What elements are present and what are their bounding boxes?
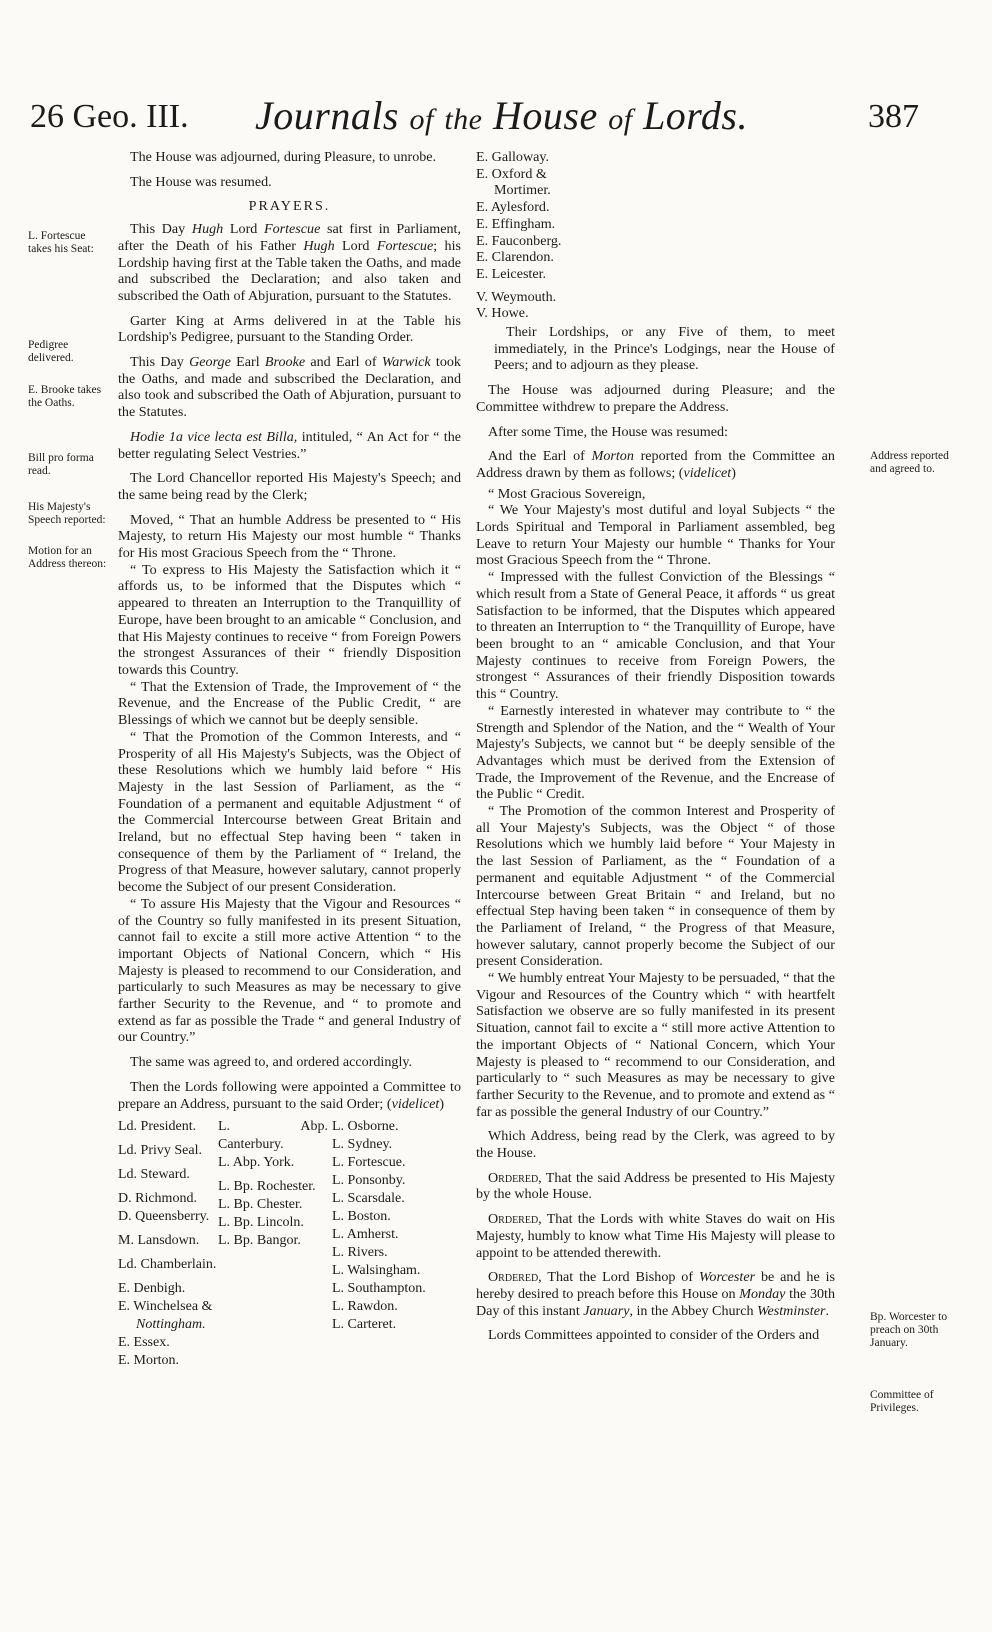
lord-entry: L. Carteret.	[332, 1317, 397, 1333]
which-paragraph: Which Address, being read by the Clerk, was agreed to by the House.	[476, 1128, 835, 1162]
lord-entry: V. Weymouth.	[476, 288, 557, 305]
lord-entry: E. Aylesford.	[476, 199, 550, 216]
lord-entry: Nottingham.	[136, 1317, 206, 1333]
motion-trade: “ That the Extension of Trade, the Improvement of “ the Revenue, and the Encrease of the Public Credit, “ are Blessings of which we cannot but be deeply sensible.	[118, 678, 461, 729]
lord-entry: D. Queensberry.	[118, 1209, 210, 1225]
regnal-year: 26 Geo. III.	[30, 98, 189, 135]
right-column	[476, 149, 835, 1352]
order-bishop: Ordered, That the Lord Bishop of Worcester be and he is hereby desired to preach before this House on Monday the 30th Day of this instant January, in the Abbey Church Westminster.	[476, 1269, 835, 1319]
lord-entry: E. Morton.	[118, 1353, 180, 1369]
margin-note-bishop: Bp. Worcester to preach on 30th January.	[870, 1311, 948, 1349]
address-entreat: “ We humbly entreat Your Majesty to be persuaded, “ that the Vigour and Resources of the Country which “ with heartfelt Satisfaction we observe are so fully manifested in its present Situation, cannot fail to excite a “ still more active Attention to the important Objects of “ National Concern, which Your Majesty is pleased to “ recommend to our Consideration, and particularly to “ such Measures as may be necessary to give farther Security to the Revenue, and to promote and extend as “ far as possible the general Industry of our Country.”	[476, 970, 835, 1120]
lord-entry: L. Amherst.	[332, 1227, 399, 1243]
lord-entry: E. Fauconberg.	[476, 232, 562, 249]
motion-promotion: “ That the Promotion of the Common Interests, and “ Prosperity of all His Majesty's Subjects, was the Object of these Resolutions which we humbly laid before “ His Majesty in the last Session of Parliament, as the “ Foundation of a permanent and equitable Adjustment “ of the Commercial Intercourse between Great Britain and Ireland, but no effectual Step having been “ taken in consequence of them by the Parliament of “ Ireland, the Progress of that Measure, however salutary, cannot properly become the Subject of our present Consideration.	[118, 728, 461, 896]
fortescue-paragraph: This Day Hugh Lord Fortescue sat first in Parliament, after the Death of his Father Hugh Lord Fortescue; his Lordship having first at the Table taken the Oaths, and made and subscribed the Declaration; and also taken and subscribed the Oath of Abjuration, pursuant to the Statutes.	[118, 221, 461, 304]
lords-column-2	[218, 1118, 328, 1250]
lord-entry: L. Walsingham.	[332, 1263, 421, 1279]
bill-paragraph: Hodie 1a vice lecta est Billa, intituled, “ An Act for “ the better regulating Select Vestries.”	[118, 428, 461, 462]
committee-paragraph: Then the Lords following were appointed a Committee to prepare an Address, pursuant to the said Order; (videlicet)	[118, 1078, 461, 1112]
address-trade: “ Earnestly interested in whatever may contribute to “ the Strength and Splendor of the Nation, and the “ Wealth of Your Majesty's Subjects, we cannot but “ be deeply sensible of the Advantages which must be derived from the Extension of Trade, the Improvement of the Revenue, and the Encrease of the Public “ Credit.	[476, 702, 835, 803]
lord-entry: E. Oxford &	[476, 165, 547, 182]
margin-note-motion: Motion for an Address thereon:	[28, 545, 107, 570]
lord-entry: M. Lansdown.	[118, 1233, 200, 1249]
brooke-paragraph: This Day George Earl Brooke and Earl of Warwick took the Oaths, and made and subscribed the Declaration, and also took and subscribed the Oath of Abjuration, pursuant to the Statutes.	[118, 354, 461, 421]
resumed-text: The House was resumed.	[130, 173, 272, 190]
margin-note-privileges: Committee of Privileges.	[870, 1389, 934, 1414]
lord-entry: Ld. Steward.	[118, 1167, 190, 1183]
page-number: 387	[868, 98, 919, 135]
margin-note-bill: Bill pro forma read.	[28, 452, 94, 477]
order-presented: Ordered, That the said Address be presented to His Majesty by the whole House.	[476, 1169, 835, 1203]
lord-entry: L. Osborne.	[332, 1119, 399, 1135]
lord-entry: L. Bp. Chester.	[218, 1197, 303, 1213]
lord-entry: L. Boston.	[332, 1209, 391, 1225]
lord-entry: L. Ponsonby.	[332, 1173, 406, 1189]
lords-column-4	[476, 149, 835, 322]
lord-entry: L. Bp. Bangor.	[218, 1233, 301, 1249]
pedigree-paragraph: Garter King at Arms delivered in at the Table his Lordship's Pedigree, pursuant to the Standing Order.	[118, 312, 461, 346]
lord-entry: L. Scarsdale.	[332, 1191, 405, 1207]
lord-entry: L. Bp. Rochester.	[218, 1179, 316, 1195]
order-white-staves: Ordered, That the Lords with white Staves do wait on His Majesty, humbly to know what Time His Majesty will please to appoint to be attended therewith.	[476, 1211, 835, 1261]
lord-entry: E. Galloway.	[476, 149, 550, 165]
lord-entry: L. Bp. Lincoln.	[218, 1215, 304, 1231]
lord-entry: Ld. President.	[118, 1119, 197, 1135]
reported-paragraph: And the Earl of Morton reported from the Committee an Address drawn by them as follows; (videlicet)	[476, 448, 835, 481]
after-paragraph: After some Time, the House was resumed:	[488, 423, 728, 440]
address-thanks: “ We Your Majesty's most dutiful and loyal Subjects “ the Lords Spiritual and Temporal in Parliament assembled, beg Leave to return Your Majesty our humble “ Thanks for Your most Gracious Speech from the “ Throne.	[476, 502, 835, 569]
motion-paragraph: Moved, “ That an humble Address be presented to “ His Majesty, to return His Majesty our most humble “ Thanks for His most Gracious Speech from the “ Throne.	[118, 511, 461, 562]
withdrew-paragraph: The House was adjourned during Pleasure; and the Committee withdrew to prepare the Address.	[476, 382, 835, 415]
margin-note-pedigree: Pedigree delivered.	[28, 339, 74, 364]
lord-entry: L. Fortescue.	[332, 1155, 406, 1171]
left-column	[118, 149, 461, 1378]
margin-note-address: Address reported and agreed to.	[870, 450, 949, 475]
lord-entry: V. Howe.	[476, 305, 529, 322]
lord-entry: E. Winchelsea &	[118, 1299, 213, 1315]
address-salutation: “ Most Gracious Sovereign,	[488, 485, 646, 502]
lord-entry: D. Richmond.	[118, 1191, 197, 1207]
address-promotion: “ The Promotion of the common Interest and Prosperity of all Your Majesty's Subjects, was the Object “ of those Resolutions which we humbly laid before “ Your Majesty in the last Session of Parliament, as the “ Foundation of a permanent and equitable Adjustment “ of the Commercial Intercourse between Great Britain “ and Ireland, but no effectual Step having been taken “ in consequence of them by the Parliament of Ireland, “ the Progress of that Measure, however salutary, cannot properly become the Subject of our present Consideration.	[476, 803, 835, 970]
committee-lords-list	[118, 1118, 461, 1378]
lord-entry: E. Leicester.	[476, 265, 547, 282]
meet-paragraph: Their Lordships, or any Five of them, to meet immediately, in the Prince's Lodgings, near the House of Peers; and to adjourn as they please.	[494, 324, 835, 374]
address-peace: “ Impressed with the fullest Conviction of the Blessings “ which result from a State of General Peace, it affords “ us great Satisfaction to be informed, that the Disputes which appeared to threaten an Interruption to “ the Tranquillity of Europe, have been brought to an “ amicable Conclusion, and that Your Majesty continues to receive from Foreign Powers, the strongest “ Assurances of their friendly Disposition towards this “ Country.	[476, 569, 835, 703]
motion-assure: “ To assure His Majesty that the Vigour and Resources “ of the Country so fully manifested in its present Situation, cannot fail to excite a still more active Attention “ to the important Objects of National Concern, which “ His Majesty is pleased to recommend to our Consideration, and particularly to such Measures as may be necessary to give farther Security to the Revenue, and “ to promote and extend as far as possible the Trade “ and general Industry of our Country.”	[118, 895, 461, 1046]
lord-entry: Mortimer.	[494, 182, 551, 199]
lords-column-3	[332, 1118, 426, 1334]
lord-entry: Ld. Chamberlain.	[118, 1257, 217, 1273]
lord-entry: L. Southampton.	[332, 1281, 426, 1297]
lord-entry: L. Abp. York.	[218, 1155, 295, 1171]
speech-paragraph: The Lord Chancellor reported His Majesty's Speech; and the same being read by the Clerk;	[118, 470, 461, 503]
lord-entry: Ld. Privy Seal.	[118, 1143, 202, 1159]
margin-note-brooke: E. Brooke takes the Oaths.	[28, 384, 102, 409]
motion-express: “ To express to His Majesty the Satisfaction which it “ affords us, to be informed that the Disputes which “ appeared to threaten an Interruption to the Tranquillity of Europe, have been brought to an amicable “ Conclusion, and that His Majesty continues to receive “ from Foreign Powers the strongest Assurances of their “ friendly Disposition towards this Country.	[118, 561, 461, 678]
committees-paragraph: Lords Committees appointed to consider of the Orders and	[488, 1327, 820, 1344]
lord-entry: E. Essex.	[118, 1335, 170, 1351]
lord-entry: E. Clarendon.	[476, 249, 554, 266]
agreed-text: The same was agreed to, and ordered accordingly.	[130, 1054, 413, 1071]
lord-entry: L. Sydney.	[332, 1137, 393, 1153]
prayers-heading: PRAYERS.	[248, 198, 331, 215]
lord-entry: L. Rivers.	[332, 1245, 388, 1261]
lord-entry: L. Abp. Canterbury.	[218, 1119, 328, 1153]
lord-entry: E. Effingham.	[476, 215, 556, 232]
journal-title: Journals of the House of Lords.	[255, 93, 748, 138]
lord-entry: E. Denbigh.	[118, 1281, 186, 1297]
lord-entry: L. Rawdon.	[332, 1299, 398, 1315]
lords-column-1	[118, 1118, 216, 1370]
margin-note-speech: His Majesty's Speech reported:	[28, 501, 106, 526]
adjourned-text: The House was adjourned, during Pleasure, to unrobe.	[130, 149, 437, 165]
margin-note-fortescue: L. Fortescue takes his Seat:	[28, 230, 94, 255]
